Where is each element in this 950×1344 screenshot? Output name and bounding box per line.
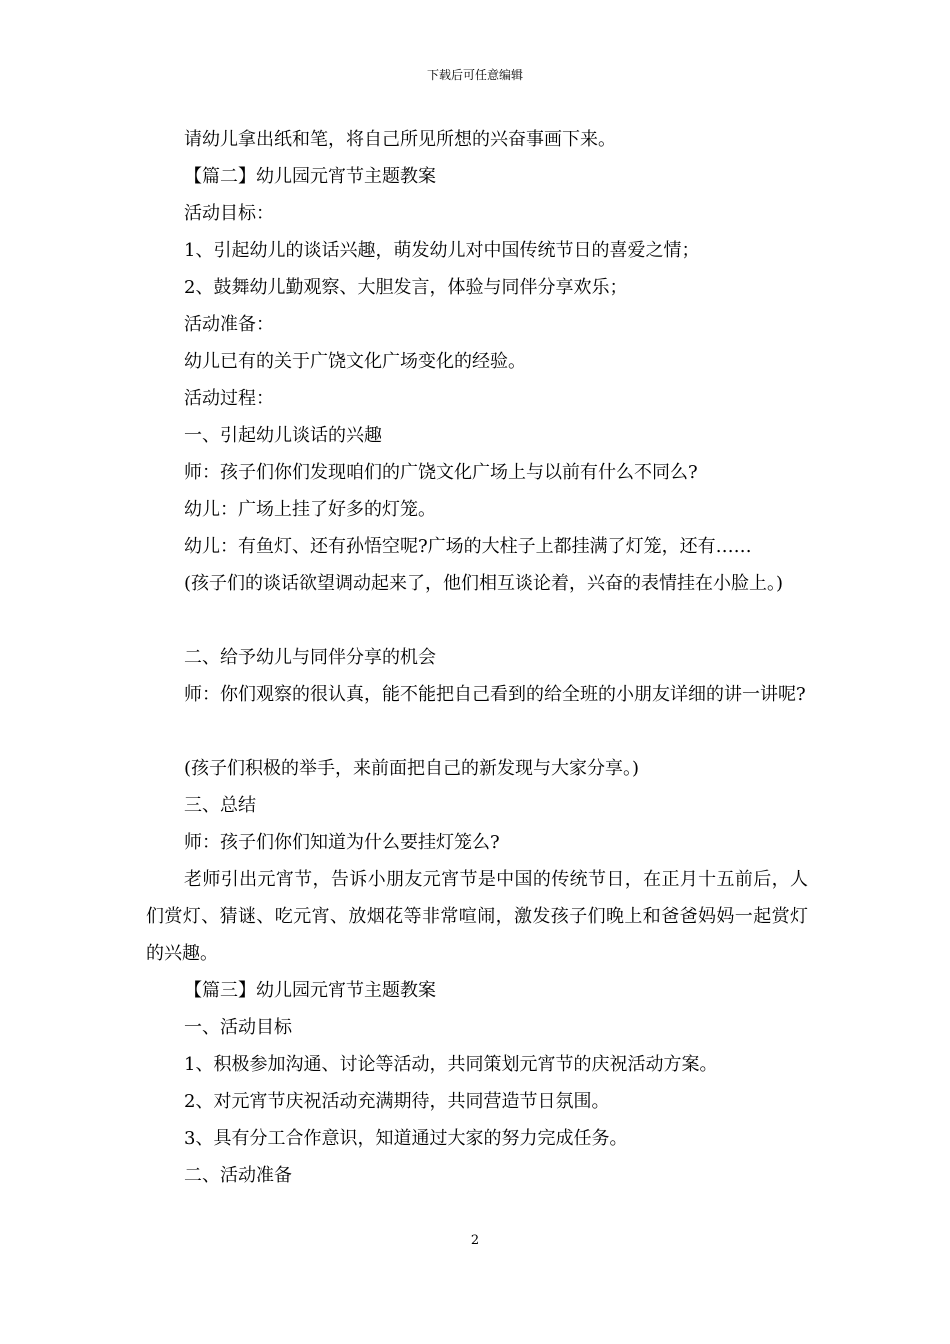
paragraph: 活动目标： — [184, 203, 274, 224]
paragraph: 活动过程： — [184, 388, 274, 409]
page-number: 2 — [470, 1233, 480, 1248]
paragraph: 二、给予幼儿与同伴分享的机会 — [184, 647, 436, 668]
page-header: 下载后可任意编辑 — [426, 68, 523, 82]
paragraph: 师：孩子们你们发现咱们的广饶文化广场上与以前有什么不同么? — [184, 462, 698, 483]
paragraph: (孩子们积极的举手，来前面把自己的新发现与大家分享。) — [184, 758, 640, 779]
paragraph: 2、对元宵节庆祝活动充满期待，共同营造节日氛围。 — [184, 1091, 610, 1112]
paragraph: 1、引起幼儿的谈话兴趣，萌发幼儿对中国传统节日的喜爱之情； — [184, 240, 700, 261]
paragraph: 幼儿：广场上挂了好多的灯笼。 — [184, 499, 436, 520]
paragraph: 三、总结 — [184, 795, 256, 816]
paragraph: 活动准备： — [184, 314, 274, 335]
paragraph: 【篇二】幼儿园元宵节主题教案 — [184, 166, 436, 187]
paragraph: 幼儿已有的关于广饶文化广场变化的经验。 — [184, 351, 526, 372]
paragraph: 师：你们观察的很认真，能不能把自己看到的给全班的小朋友详细的讲一讲呢? — [184, 684, 806, 705]
paragraph: 请幼儿拿出纸和笔，将自己所见所想的兴奋事画下来。 — [184, 129, 616, 150]
paragraph: 【篇三】幼儿园元宵节主题教案 — [184, 980, 436, 1001]
paragraph: 幼儿：有鱼灯、还有孙悟空呢?广场的大柱子上都挂满了灯笼，还有…… — [184, 536, 752, 557]
paragraph: 1、积极参加沟通、讨论等活动，共同策划元宵节的庆祝活动方案。 — [184, 1054, 718, 1075]
paragraph: 二、活动准备 — [184, 1165, 292, 1186]
paragraph: 2、鼓舞幼儿勤观察、大胆发言，体验与同伴分享欢乐； — [184, 277, 628, 298]
paragraph: 3、具有分工合作意识，知道通过大家的努力完成任务。 — [184, 1128, 628, 1149]
paragraph: 老师引出元宵节，告诉小朋友元宵节是中国的传统节日，在正月十五前后，人们赏灯、猜谜、吃元宵、放烟花等非常喧闹，激发孩子们晚上和爸爸妈妈一起赏灯的兴趣。 — [146, 869, 808, 964]
paragraph: 一、活动目标 — [184, 1017, 292, 1038]
paragraph: 一、引起幼儿谈话的兴趣 — [184, 425, 382, 446]
paragraph: (孩子们的谈话欲望调动起来了，他们相互谈论着，兴奋的表情挂在小脸上。) — [184, 573, 784, 594]
paragraph: 师：孩子们你们知道为什么要挂灯笼么? — [184, 832, 500, 853]
